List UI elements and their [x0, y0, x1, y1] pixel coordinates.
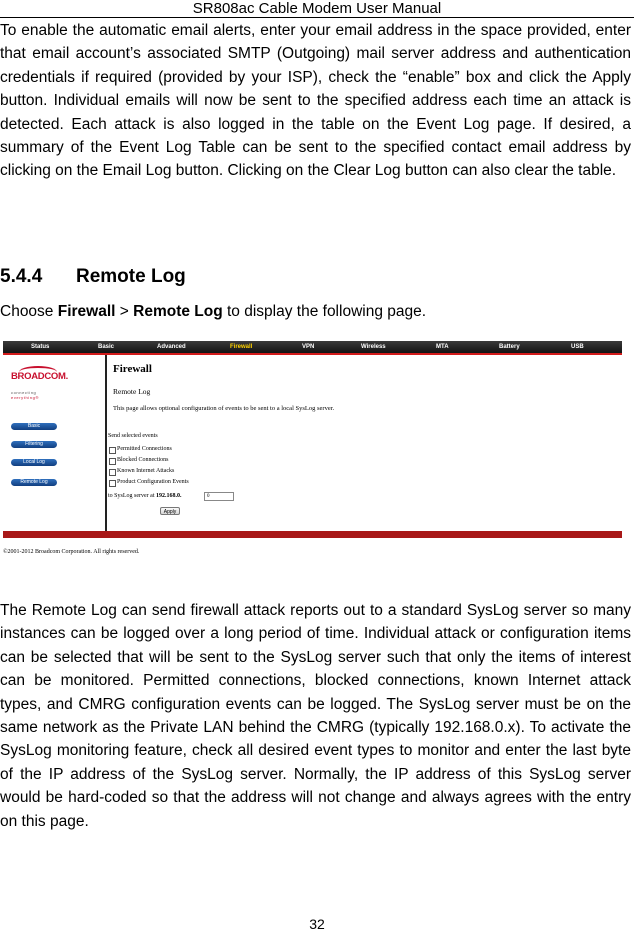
nav-usb[interactable]: USB [571, 344, 584, 350]
nav-advanced[interactable]: Advanced [157, 344, 186, 350]
header-divider [0, 17, 634, 18]
blocked-connections-label: Blocked Connections [117, 457, 169, 463]
tagline-connecting: connecting [11, 390, 37, 395]
syslog-ip-last-byte-input[interactable]: 0 [204, 492, 234, 501]
screenshot-copyright: ©2001-2012 Broadcom Corporation. All rights reserved. [3, 549, 140, 555]
nav-battery[interactable]: Battery [499, 344, 520, 350]
known-internet-attacks-label: Known Internet Attacks [117, 468, 175, 474]
nav-status[interactable]: Status [31, 344, 50, 350]
product-configuration-events-checkbox[interactable] [109, 480, 116, 487]
choose-prefix: Choose [0, 303, 58, 320]
product-configuration-events-label: Product Configuration Events [117, 479, 189, 485]
logo-tagline [11, 390, 39, 400]
choose-instruction [0, 300, 426, 323]
tagline-everything: everything® [11, 395, 40, 400]
header-red-line [3, 353, 622, 355]
page-number: 32 [309, 916, 325, 932]
section-heading [0, 264, 186, 290]
syslog-server-text: to SysLog server at [108, 493, 155, 499]
known-internet-attacks-checkbox[interactable] [109, 469, 116, 476]
page-header-title: SR808ac Cable Modem User Manual [192, 0, 442, 17]
send-events-label: Send selected events [108, 433, 158, 439]
sidebar-item-basic[interactable]: Basic [11, 423, 57, 430]
intro-paragraph: To enable the automatic email alerts, enter your email address in the space provided, enter that email account’s associated SMTP (Outgoing) mail server address and authentication credentials if required (provided by your ISP), check the “enable” box and click the Apply button. Individual emails will now be sent to the specified address each time an attack is detected. Each attack is also logged in the table on the Event Log page. If desired, a summary of the Event Log Table can be sent to the specified contact email address by clicking on the Email Log button. Clicking on the Clear Log button can also clear the table. [0, 22, 631, 180]
nav-basic[interactable]: Basic [98, 344, 115, 350]
menu-remote-log: Remote Log [133, 303, 223, 320]
choose-suffix: to display the following page. [222, 303, 427, 320]
top-navigation-bar [3, 341, 622, 353]
permitted-connections-checkbox[interactable] [109, 447, 116, 454]
body-paragraph: The Remote Log can send firewall attack reports out to a standard SysLog server so many instances can be logged over a long period of time. Individual attack or configuration items can be selected that will be sent to the SysLog server such that only the items of interest can be monitored. Permitted connections, blocked connections, known Internet attack types, and CMRG configuration events can be logged. The SysLog server must be on the same network as the Private LAN behind the CMRG (typically 192.168.0.x). To activate the SysLog monitoring feature, check all desired event types to monitor and enter the last byte of the IP address of the SysLog server. Normally, the IP address of this SysLog server would be hard-coded so that the address will not change and always agrees with the entry on this page. [0, 602, 631, 830]
menu-firewall: Firewall [57, 303, 116, 320]
screenshot-description: This page allows optional configuration of events to be sent to a local SysLog server. [113, 405, 335, 412]
nav-vpn[interactable]: VPN [302, 344, 315, 350]
permitted-connections-label: Permitted Connections [117, 446, 172, 452]
blocked-connections-checkbox[interactable] [109, 458, 116, 465]
sidebar-item-filtering[interactable]: Filtering [11, 441, 57, 448]
footer-bar [3, 531, 622, 538]
syslog-server-label [108, 493, 182, 500]
section-number: 5.4.4 [0, 266, 43, 287]
sidebar-item-remote-log[interactable]: Remote Log [11, 479, 57, 486]
section-title: Remote Log [76, 266, 186, 287]
sidebar-divider [105, 355, 107, 531]
apply-button[interactable]: Apply [160, 507, 180, 515]
sidebar-item-local-log[interactable]: Local Log [11, 459, 57, 466]
screenshot-page-subtitle: Remote Log [113, 387, 151, 396]
nav-mta[interactable]: MTA [436, 344, 449, 350]
screenshot-page-title: Firewall [113, 363, 152, 375]
remote-log-screenshot [3, 341, 622, 541]
nav-firewall[interactable]: Firewall [230, 344, 253, 350]
syslog-ip-prefix: 192.168.0. [156, 493, 182, 499]
broadcom-logo: BROADCOM. [11, 371, 68, 382]
menu-separator: > [115, 303, 134, 320]
nav-wireless[interactable]: Wireless [361, 344, 386, 350]
